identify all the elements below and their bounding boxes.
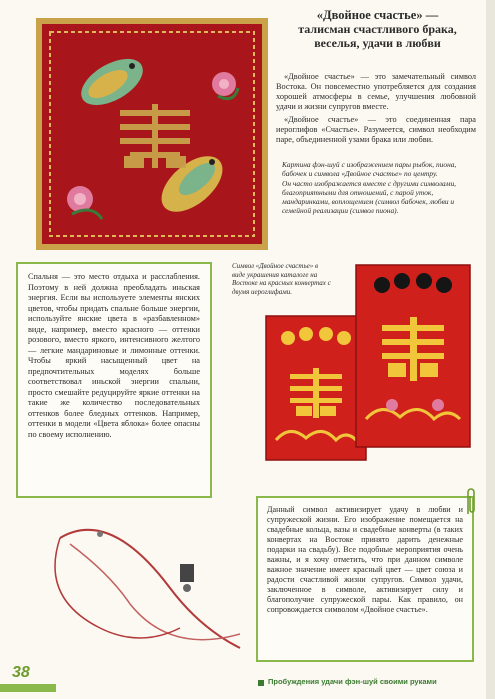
symbol-info-box [256, 496, 474, 662]
painting-caption-2: Он часто изображается вместе с другими символами, благоприятными для отношений, с парой уток, мандаринками, воплощением (символ бабочек, любви и семейной реализации (символ пиона). [282, 179, 456, 215]
title-main: «Двойное счастье» — [316, 8, 439, 22]
intro-text [276, 72, 476, 148]
bedroom-tip-text: Спальня — это место отдыха и расслабления. Поэтому в ней должна преобладать иньская энергия. Если вы используете элементы янских цветов, чтобы придать спальне больше энергии, используйте янские цвета в «разбавленном» виде, например, вместо красного — оттенки розового, вместо яркого, интенсивного желтого — легкие мандариновые и лимонные оттенки. Чтобы яркий насыщенный цвет на предпочтительных моделях больше соответствовал иньской энергии спальни, просто смешайте редуцируйте яркие оттенки на такие же количество последовательных оттенков более бледных оттенков. Например, оттенки в модели «Цвета яблока» более опасны по своему исполнению. [28, 272, 200, 439]
intro-paragraph-2: «Двойное счастье» — это соединенная пара иероглифов «Счастье». Разумеется, символ необходим паре, объединенной узами брака или любви. [276, 115, 476, 144]
intro-paragraph-1: «Двойное счастье» — это замечательный символ Востока. Он повсеместно употребляется для создания хорошей атмосферы в семье, улучшения любовной удачи и жизни супругов вместе. [276, 72, 476, 111]
footer-caption: Пробуждения удачи фэн-шуй своими руками [268, 677, 437, 686]
double-happiness-necklace [40, 508, 250, 658]
title-subtitle: талисман счастливого брака, веселья, удачи в любви [298, 22, 457, 50]
red-envelope-large-image [352, 263, 474, 449]
painting-caption-1: Картина фэн-шуй с изображением пары рыбок, пиона, бабочек и символа «Двойное счастье» по центру. [282, 160, 457, 178]
red-envelope-large [352, 263, 474, 449]
paperclip-icon [464, 486, 478, 516]
painting-caption [282, 160, 478, 216]
symbol-info-text: Данный символ активизирует удачу в любви и супружеской жизни. Его изображение помещается на свадебные кольца, вазы и свадебные конверты (в таких конвертах на Востоке принято дарить денежные подарки на свадьбу). Все подобные мероприятия очень важны, и я хочу отметить, что при данном символе важное значение имеет красный цвет — цвет союза и радости счастливой жизни супругов. Символ удачи, заключенное в символе, активизирует силу и благополучие супружеской пары. Как правило, он сопровождается символом «Двойное счастье». [267, 505, 463, 614]
page-number: 38 [12, 664, 30, 681]
feng-shui-painting [36, 18, 268, 250]
article-title [280, 8, 475, 50]
footer-accent-bar [0, 684, 56, 692]
envelope-caption: Символ «Двойное счастье» в виде украшения каталоге на Востоке на красных конвертах с двумя иероглифами. [232, 262, 331, 296]
bedroom-tip-box [16, 262, 212, 498]
fish-peony-painting-image [42, 24, 262, 244]
necklace-image [40, 508, 250, 658]
page-edge [486, 0, 495, 699]
footer-bullet-icon [258, 680, 264, 686]
